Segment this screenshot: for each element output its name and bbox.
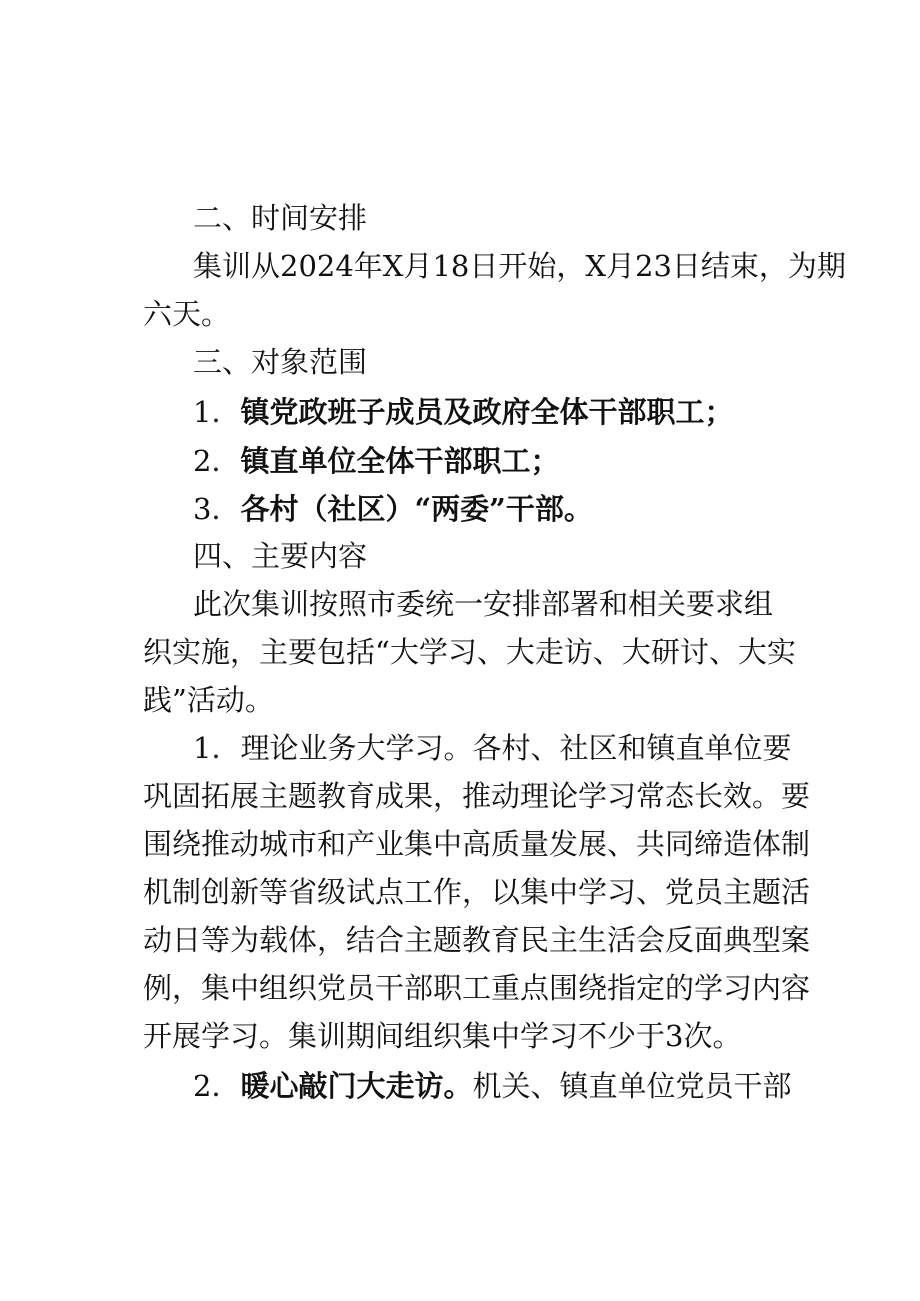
item-text: 机关、镇直单位党员干部 <box>472 1069 792 1103</box>
heading-text: 三、对象范围 <box>193 345 368 379</box>
paragraph-line: 此次集训按照市委统一安排部署和相关要求组 <box>193 587 774 621</box>
paragraph-line: 动日等为载体，结合主题教育民主生活会反面典型案 <box>143 923 811 957</box>
item-text: 镇直单位全体干部职工； <box>240 444 560 478</box>
section-heading-content: 四、主要内容 <box>193 539 368 573</box>
list-item <box>193 489 833 529</box>
paragraph-line: 践”活动。 <box>143 683 274 717</box>
item-number: 2． <box>193 444 241 478</box>
list-item <box>193 441 833 481</box>
paragraph-line: 1．理论业务大学习。各村、社区和镇直单位要 <box>193 731 792 765</box>
list-item <box>193 392 833 432</box>
paragraph-line: 六天。 <box>143 297 231 331</box>
item-text: 镇党政班子成员及政府全体干部职工； <box>240 395 734 429</box>
section-heading-time: 二、时间安排 <box>193 201 368 235</box>
paragraph-line: 织实施，主要包括“大学习、大走访、大研讨、大实 <box>143 635 796 669</box>
section-heading-scope <box>193 342 833 382</box>
paragraph-line: 机制创新等省级试点工作，以集中学习、党员主题活 <box>143 875 811 909</box>
item-text: 各村（社区）“两委”干部。 <box>240 492 593 526</box>
paragraph-line: 集训从2024年X月18日开始，X月23日结束，为期 <box>193 249 846 283</box>
paragraph-line: 巩固拓展主题教育成果，推动理论学习常态长效。要 <box>143 779 811 813</box>
list-item <box>193 1066 833 1106</box>
item-number: 2． <box>193 1069 241 1103</box>
item-number: 3． <box>193 492 241 526</box>
item-title: 暖心敲门大走访。 <box>240 1069 473 1103</box>
paragraph-line: 开展学习。集训期间组织集中学习不少于3次。 <box>143 1019 742 1053</box>
paragraph-line: 围绕推动城市和产业集中高质量发展、共同缔造体制 <box>143 827 811 861</box>
paragraph-line: 例，集中组织党员干部职工重点围绕指定的学习内容 <box>143 971 811 1005</box>
item-number: 1． <box>193 395 241 429</box>
